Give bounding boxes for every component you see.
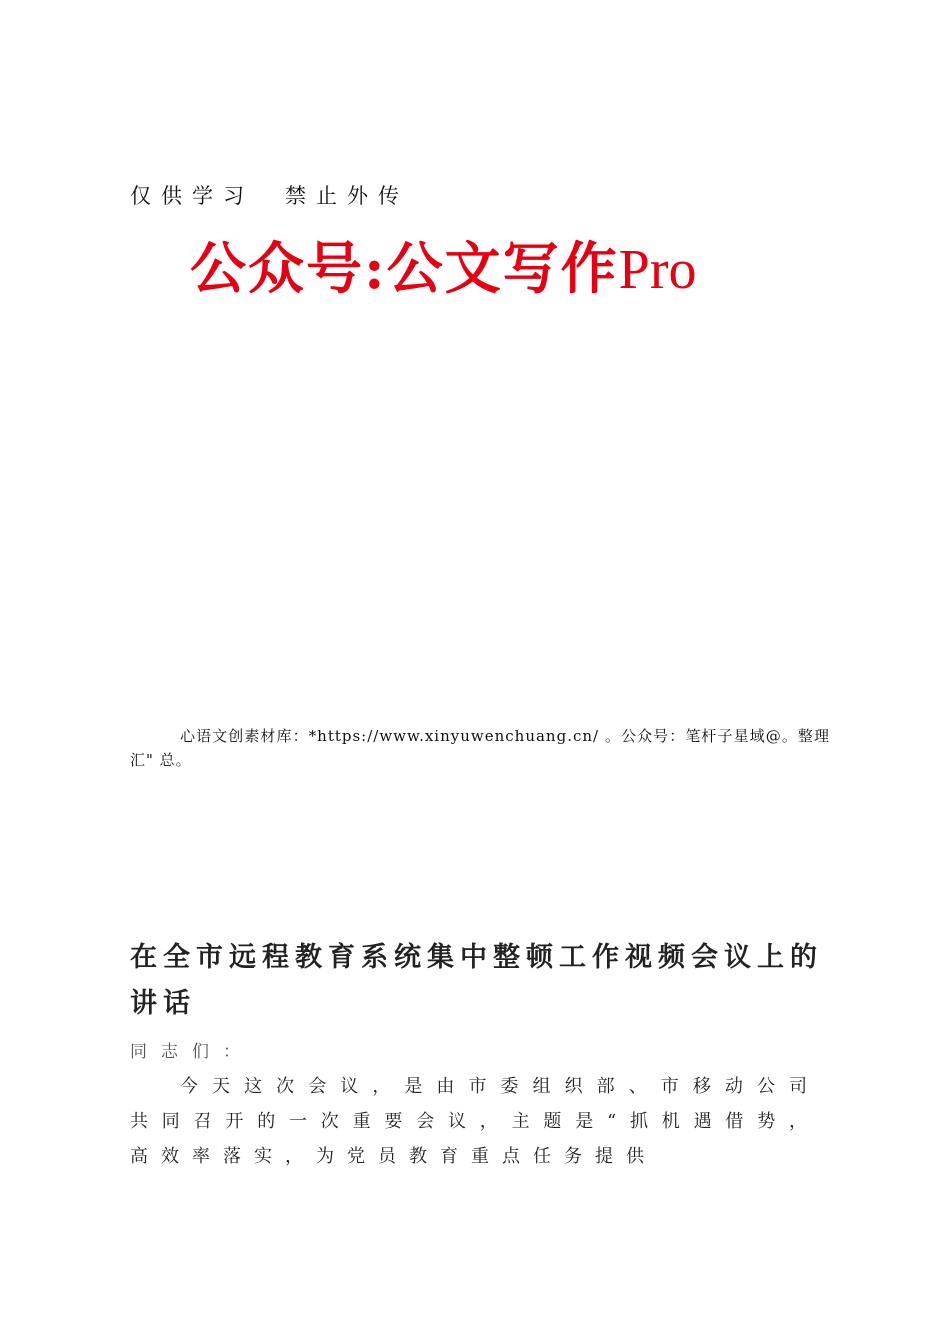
greeting: 同志们： xyxy=(130,1042,254,1062)
usage-notice: 仅供学习 禁止外传 xyxy=(130,184,409,208)
brand-banner xyxy=(190,225,810,305)
brand-main-text: 公众号:公文写作 xyxy=(190,236,619,302)
body-paragraph: 今天这次会议，是由市委组织部、市移动公司共同召开的一次重要会议，主题是“抓机遇借势，高效率落实，为党员教育重点任务提供 xyxy=(130,1076,820,1167)
source-note: 心语文创素材库：*https://www.xinyuwenchuang.cn/ 。公众号：笔杆子星域@。整理汇" 总。 xyxy=(130,727,830,769)
document-title: 在全市远程教育系统集中整顿工作视频会议上的讲话 xyxy=(130,942,823,1019)
brand-suffix-text: Pro xyxy=(618,239,697,301)
